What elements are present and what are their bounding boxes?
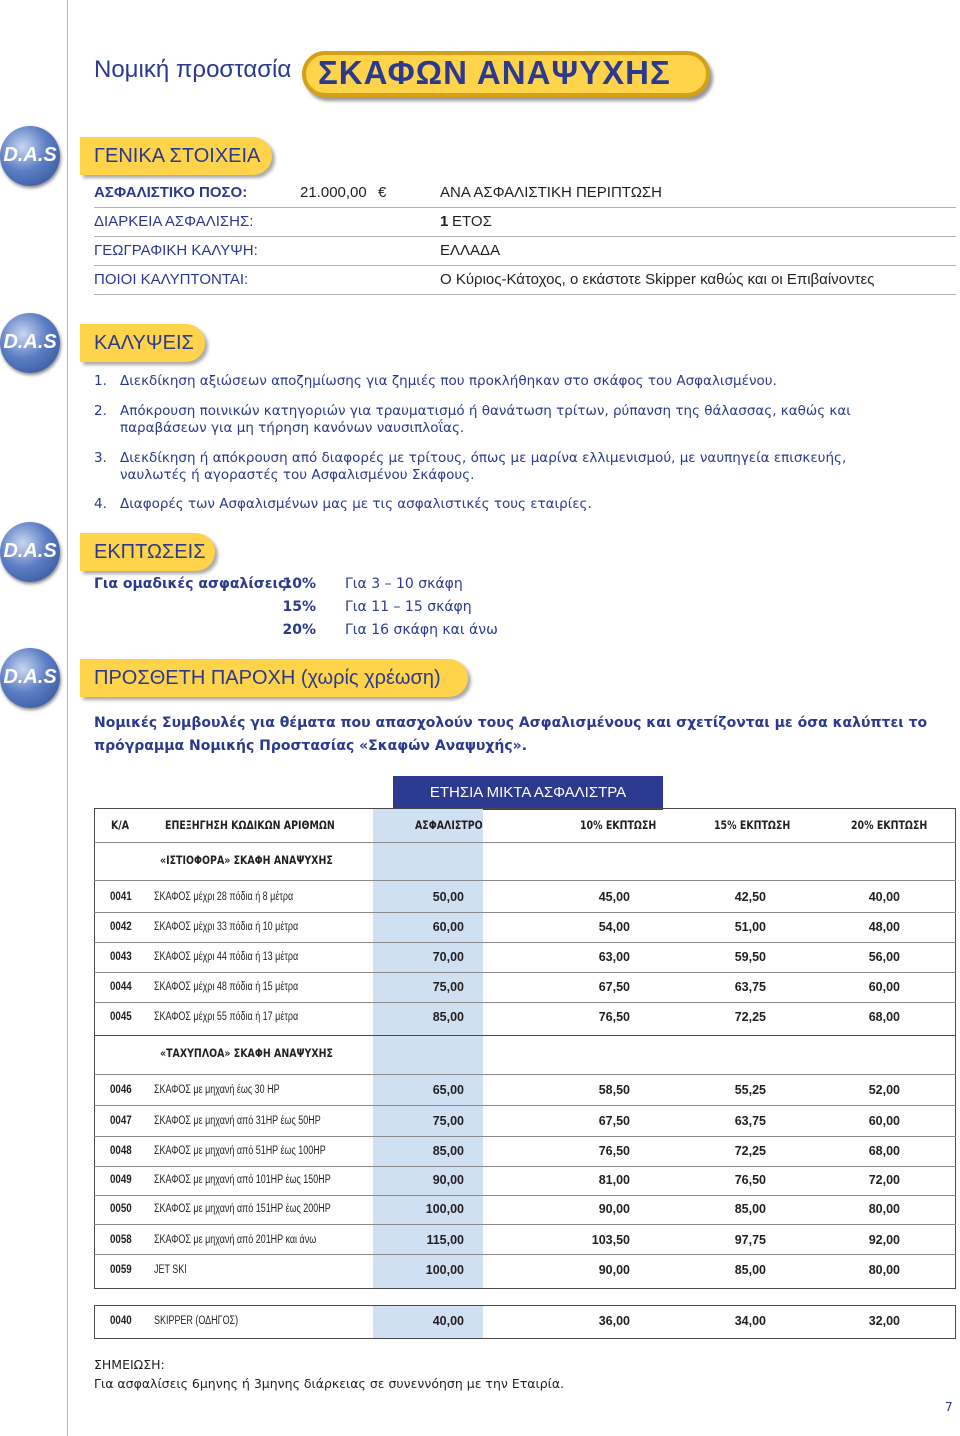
- row-d20: 40,00: [868, 890, 900, 904]
- row-code: 0041: [110, 891, 132, 903]
- row-code: 0044: [110, 981, 132, 993]
- row-d15: 63,75: [734, 1114, 766, 1128]
- row-code: 0049: [110, 1174, 132, 1186]
- row-d20: 60,00: [868, 1114, 900, 1128]
- discount-label: Για ομαδικές ασφαλίσεις:: [94, 576, 292, 592]
- row-desc: JET SKI: [154, 1264, 187, 1276]
- coverage-text: Διεκδίκηση αξιώσεων αποζημίωσης για ζημιές που προκλήθηκαν στο σκάφος του Ασφαλισμένου.: [120, 373, 777, 389]
- row-premium: 85,00: [432, 1010, 464, 1024]
- discount-pct: 10%: [282, 576, 316, 592]
- row-d15: 63,75: [734, 980, 766, 994]
- row-code: 0045: [110, 1011, 132, 1023]
- row-desc: ΣΚΑΦΟΣ μέχρι 33 πόδια ή 10 μέτρα: [154, 921, 299, 933]
- sum-value: 21.000,00: [300, 184, 367, 201]
- extra-text: Νομικές Συμβουλές για θέματα που απασχολούν τους Ασφαλισμένους και σχετίζονται με όσα καλύπτει το πρόγραμμα Νομικής Προστασίας «Σκαφών Αναψυχής».: [94, 715, 928, 754]
- row-premium: 40,00: [432, 1314, 464, 1328]
- section-title-coverage: ΚΑΛΥΨΕΙΣ: [94, 332, 194, 354]
- row-d15: 72,25: [734, 1010, 766, 1024]
- row-d10: 103,50: [591, 1233, 630, 1247]
- row-premium: 100,00: [425, 1202, 464, 1216]
- row-d20: 68,00: [868, 1010, 900, 1024]
- row-d20: 80,00: [868, 1202, 900, 1216]
- row-d20: 72,00: [868, 1173, 900, 1187]
- coverage-num: 4.: [94, 496, 107, 512]
- row-code: 0058: [110, 1234, 132, 1246]
- row-code: 0050: [110, 1203, 132, 1215]
- row-d20: 52,00: [868, 1083, 900, 1097]
- das-logo-icon: D.A.S: [0, 648, 60, 708]
- note-title: ΣΗΜΕΙΩΣΗ:: [94, 1357, 165, 1372]
- row-d15: 85,00: [734, 1202, 766, 1216]
- divider: [94, 207, 956, 208]
- premium-table-title: ΕΤΗΣΙΑ ΜΙΚΤΑ ΑΣΦΑΛΙΣΤΡΑ: [393, 776, 663, 810]
- row-code: 0048: [110, 1145, 132, 1157]
- row-code: 0042: [110, 921, 132, 933]
- row-divider: [94, 1166, 956, 1167]
- row-premium: 60,00: [432, 920, 464, 934]
- coverage-num: 2.: [94, 403, 107, 419]
- row-code: 0040: [110, 1315, 132, 1327]
- sum-label: ΑΣΦΑΛΙΣΤΙΚΟ ΠΟΣΟ:: [94, 184, 248, 201]
- page-number: 7: [945, 1400, 953, 1414]
- row-premium: 75,00: [432, 1114, 464, 1128]
- row-d10: 67,50: [598, 1114, 630, 1128]
- row-desc: ΣΚΑΦΟΣ με μηχανή έως 30 HP: [154, 1084, 280, 1096]
- col-header: 10% ΕΚΠΤΩΣΗ: [580, 818, 657, 832]
- row-d10: 58,50: [598, 1083, 630, 1097]
- row-premium: 75,00: [432, 980, 464, 994]
- row-d20: 56,00: [868, 950, 900, 964]
- duration-label: ΔΙΑΡΚΕΙΑ ΑΣΦΑΛΙΣΗΣ:: [94, 213, 254, 230]
- row-divider: [94, 1002, 956, 1003]
- row-desc: ΣΚΑΦΟΣ με μηχανή από 31HP έως 50HP: [154, 1115, 321, 1127]
- row-code: 0046: [110, 1084, 132, 1096]
- discount-text: Για 3 – 10 σκάφη: [345, 576, 463, 592]
- discount-pct: 20%: [282, 622, 316, 638]
- header-prefix: Νομική προστασία: [94, 56, 292, 83]
- col-header: Κ/Α: [111, 818, 130, 832]
- row-divider: [94, 1074, 956, 1075]
- row-d15: 55,25: [734, 1083, 766, 1097]
- row-d20: 60,00: [868, 980, 900, 994]
- row-d10: 90,00: [598, 1263, 630, 1277]
- row-premium: 65,00: [432, 1083, 464, 1097]
- coverage-item: [94, 450, 914, 484]
- row-d10: 76,50: [598, 1144, 630, 1158]
- row-d10: 67,50: [598, 980, 630, 994]
- row-d10: 63,00: [598, 950, 630, 964]
- row-divider: [94, 1136, 956, 1137]
- col-header: ΑΣΦΑΛΙΣΤΡΟ: [415, 818, 483, 832]
- section-title-discounts: ΕΚΠΤΩΣΕΙΣ: [94, 541, 206, 563]
- row-d10: 90,00: [598, 1202, 630, 1216]
- discount-text: Για 16 σκάφη και άνω: [345, 622, 498, 638]
- das-logo-icon: D.A.S: [0, 522, 60, 582]
- row-d15: 59,50: [734, 950, 766, 964]
- row-d10: 45,00: [598, 890, 630, 904]
- row-d20: 48,00: [868, 920, 900, 934]
- row-premium: 90,00: [432, 1173, 464, 1187]
- section-title-general: ΓΕΝΙΚΑ ΣΤΟΙΧΕΙΑ: [94, 145, 261, 167]
- row-premium: 85,00: [432, 1144, 464, 1158]
- row-divider: [94, 912, 956, 913]
- row-d15: 42,50: [734, 890, 766, 904]
- row-d20: 32,00: [868, 1314, 900, 1328]
- duration-unit: ΕΤΟΣ: [452, 213, 492, 230]
- row-code: 0059: [110, 1264, 132, 1276]
- geo-label: ΓΕΩΓΡΑΦΙΚΗ ΚΑΛΥΨΗ:: [94, 242, 258, 259]
- who-value: Ο Κύριος-Κάτοχος, ο εκάστοτε Skipper καθώς και οι Επιβαίνοντες: [440, 271, 875, 288]
- row-d10: 81,00: [598, 1173, 630, 1187]
- row-desc: ΣΚΑΦΟΣ με μηχανή από 151HP έως 200HP: [154, 1203, 331, 1215]
- coverage-num: 1.: [94, 373, 107, 389]
- col-header: 15% ΕΚΠΤΩΣΗ: [714, 818, 791, 832]
- row-divider: [94, 842, 956, 843]
- coverage-num: 3.: [94, 450, 107, 466]
- row-desc: ΣΚΑΦΟΣ μέχρι 55 πόδια ή 17 μέτρα: [154, 1011, 299, 1023]
- row-premium: 115,00: [426, 1233, 464, 1247]
- row-divider: [94, 1254, 956, 1255]
- row-divider: [94, 972, 956, 973]
- row-d20: 68,00: [868, 1144, 900, 1158]
- coverage-item: [94, 403, 914, 437]
- row-d15: 51,00: [734, 920, 766, 934]
- row-d15: 34,00: [734, 1314, 766, 1328]
- page-title: ΣΚΑΦΩΝ ΑΝΑΨΥΧΗΣ: [318, 54, 671, 91]
- group-title: «ΙΣΤΙΟΦΟΡΑ» ΣΚΑΦΗ ΑΝΑΨΥΧΗΣ: [160, 853, 333, 867]
- row-divider: [94, 1224, 956, 1225]
- row-premium: 100,00: [425, 1263, 464, 1277]
- divider: [94, 265, 956, 266]
- row-d10: 76,50: [598, 1010, 630, 1024]
- section-title-extra: ΠΡΟΣΘΕΤΗ ΠΑΡΟΧΗ (χωρίς χρέωση): [94, 667, 441, 689]
- row-desc: ΣΚΑΦΟΣ μέχρι 44 πόδια ή 13 μέτρα: [154, 951, 299, 963]
- row-desc: ΣΚΑΦΟΣ με μηχανή από 101HP έως 150HP: [154, 1174, 331, 1186]
- row-code: 0047: [110, 1115, 132, 1127]
- row-divider: [94, 1105, 956, 1106]
- coverage-text: Διαφορές των Ασφαλισμένων μας με τις ασφαλιστικές τους εταιρίες.: [120, 496, 592, 512]
- currency-symbol: €: [378, 184, 387, 201]
- coverage-item: [94, 373, 914, 390]
- coverage-item: [94, 496, 914, 513]
- coverage-text: Απόκρουση ποινικών κατηγοριών για τραυματισμό ή θανάτωση τρίτων, ρύπανση της θάλασσας, καθώς και παραβάσεων για μη τήρηση κανόνων ναυσιπλοΐας.: [120, 403, 851, 436]
- row-divider: [94, 880, 956, 881]
- row-premium: 70,00: [432, 950, 464, 964]
- sum-note: ΑΝΑ ΑΣΦΑΛΙΣΤΙΚΗ ΠΕΡΙΠΤΩΣΗ: [440, 184, 663, 201]
- row-desc: ΣΚΑΦΟΣ μέχρι 28 πόδια ή 8 μέτρα: [154, 891, 294, 903]
- row-d15: 76,50: [734, 1173, 766, 1187]
- row-d15: 72,25: [734, 1144, 766, 1158]
- divider: [94, 294, 956, 295]
- col-header: 20% ΕΚΠΤΩΣΗ: [851, 818, 928, 832]
- row-desc: SKIPPER (ΟΔΗΓΟΣ): [154, 1315, 239, 1327]
- das-logo-icon: D.A.S: [0, 126, 60, 186]
- discount-pct: 15%: [282, 599, 316, 615]
- row-code: 0043: [110, 951, 132, 963]
- note-text: Για ασφαλίσεις 6μηνης ή 3μηνης διάρκειας σε συνεννόηση με την Εταιρία.: [94, 1376, 565, 1391]
- margin-line: [67, 0, 68, 1436]
- row-d20: 92,00: [868, 1233, 900, 1247]
- row-d20: 80,00: [868, 1263, 900, 1277]
- group-title: «ΤΑΧΥΠΛΟΑ» ΣΚΑΦΗ ΑΝΑΨΥΧΗΣ: [160, 1046, 333, 1060]
- coverage-text: Διεκδίκηση ή απόκρουση από διαφορές με τρίτους, όπως με μαρίνα ελλιμενισμού, με ναυπηγεία επισκευής, ναυλωτές ή αγοραστές του Ασφαλισμένου Σκάφους.: [120, 450, 847, 483]
- duration-number: 1: [440, 213, 449, 230]
- row-premium: 50,00: [432, 890, 464, 904]
- who-label: ΠΟΙΟΙ ΚΑΛΥΠΤΟΝΤΑΙ:: [94, 271, 249, 288]
- discount-text: Για 11 – 15 σκάφη: [345, 599, 472, 615]
- row-desc: ΣΚΑΦΟΣ με μηχανή από 51HP έως 100HP: [154, 1145, 326, 1157]
- das-logo-icon: D.A.S: [0, 313, 60, 373]
- col-header: ΕΠΕΞΗΓΗΣΗ ΚΩΔΙΚΩΝ ΑΡΙΘΜΩΝ: [165, 818, 335, 832]
- row-desc: ΣΚΑΦΟΣ μέχρι 48 πόδια ή 15 μέτρα: [154, 981, 299, 993]
- geo-value: ΕΛΛΑΔΑ: [440, 242, 501, 259]
- divider: [94, 236, 956, 237]
- row-divider: [94, 942, 956, 943]
- row-d10: 54,00: [598, 920, 630, 934]
- row-divider: [94, 1195, 956, 1196]
- row-d15: 85,00: [734, 1263, 766, 1277]
- row-d10: 36,00: [598, 1314, 630, 1328]
- row-d15: 97,75: [734, 1233, 766, 1247]
- row-desc: ΣΚΑΦΟΣ με μηχανή από 201HP και άνω: [154, 1234, 317, 1246]
